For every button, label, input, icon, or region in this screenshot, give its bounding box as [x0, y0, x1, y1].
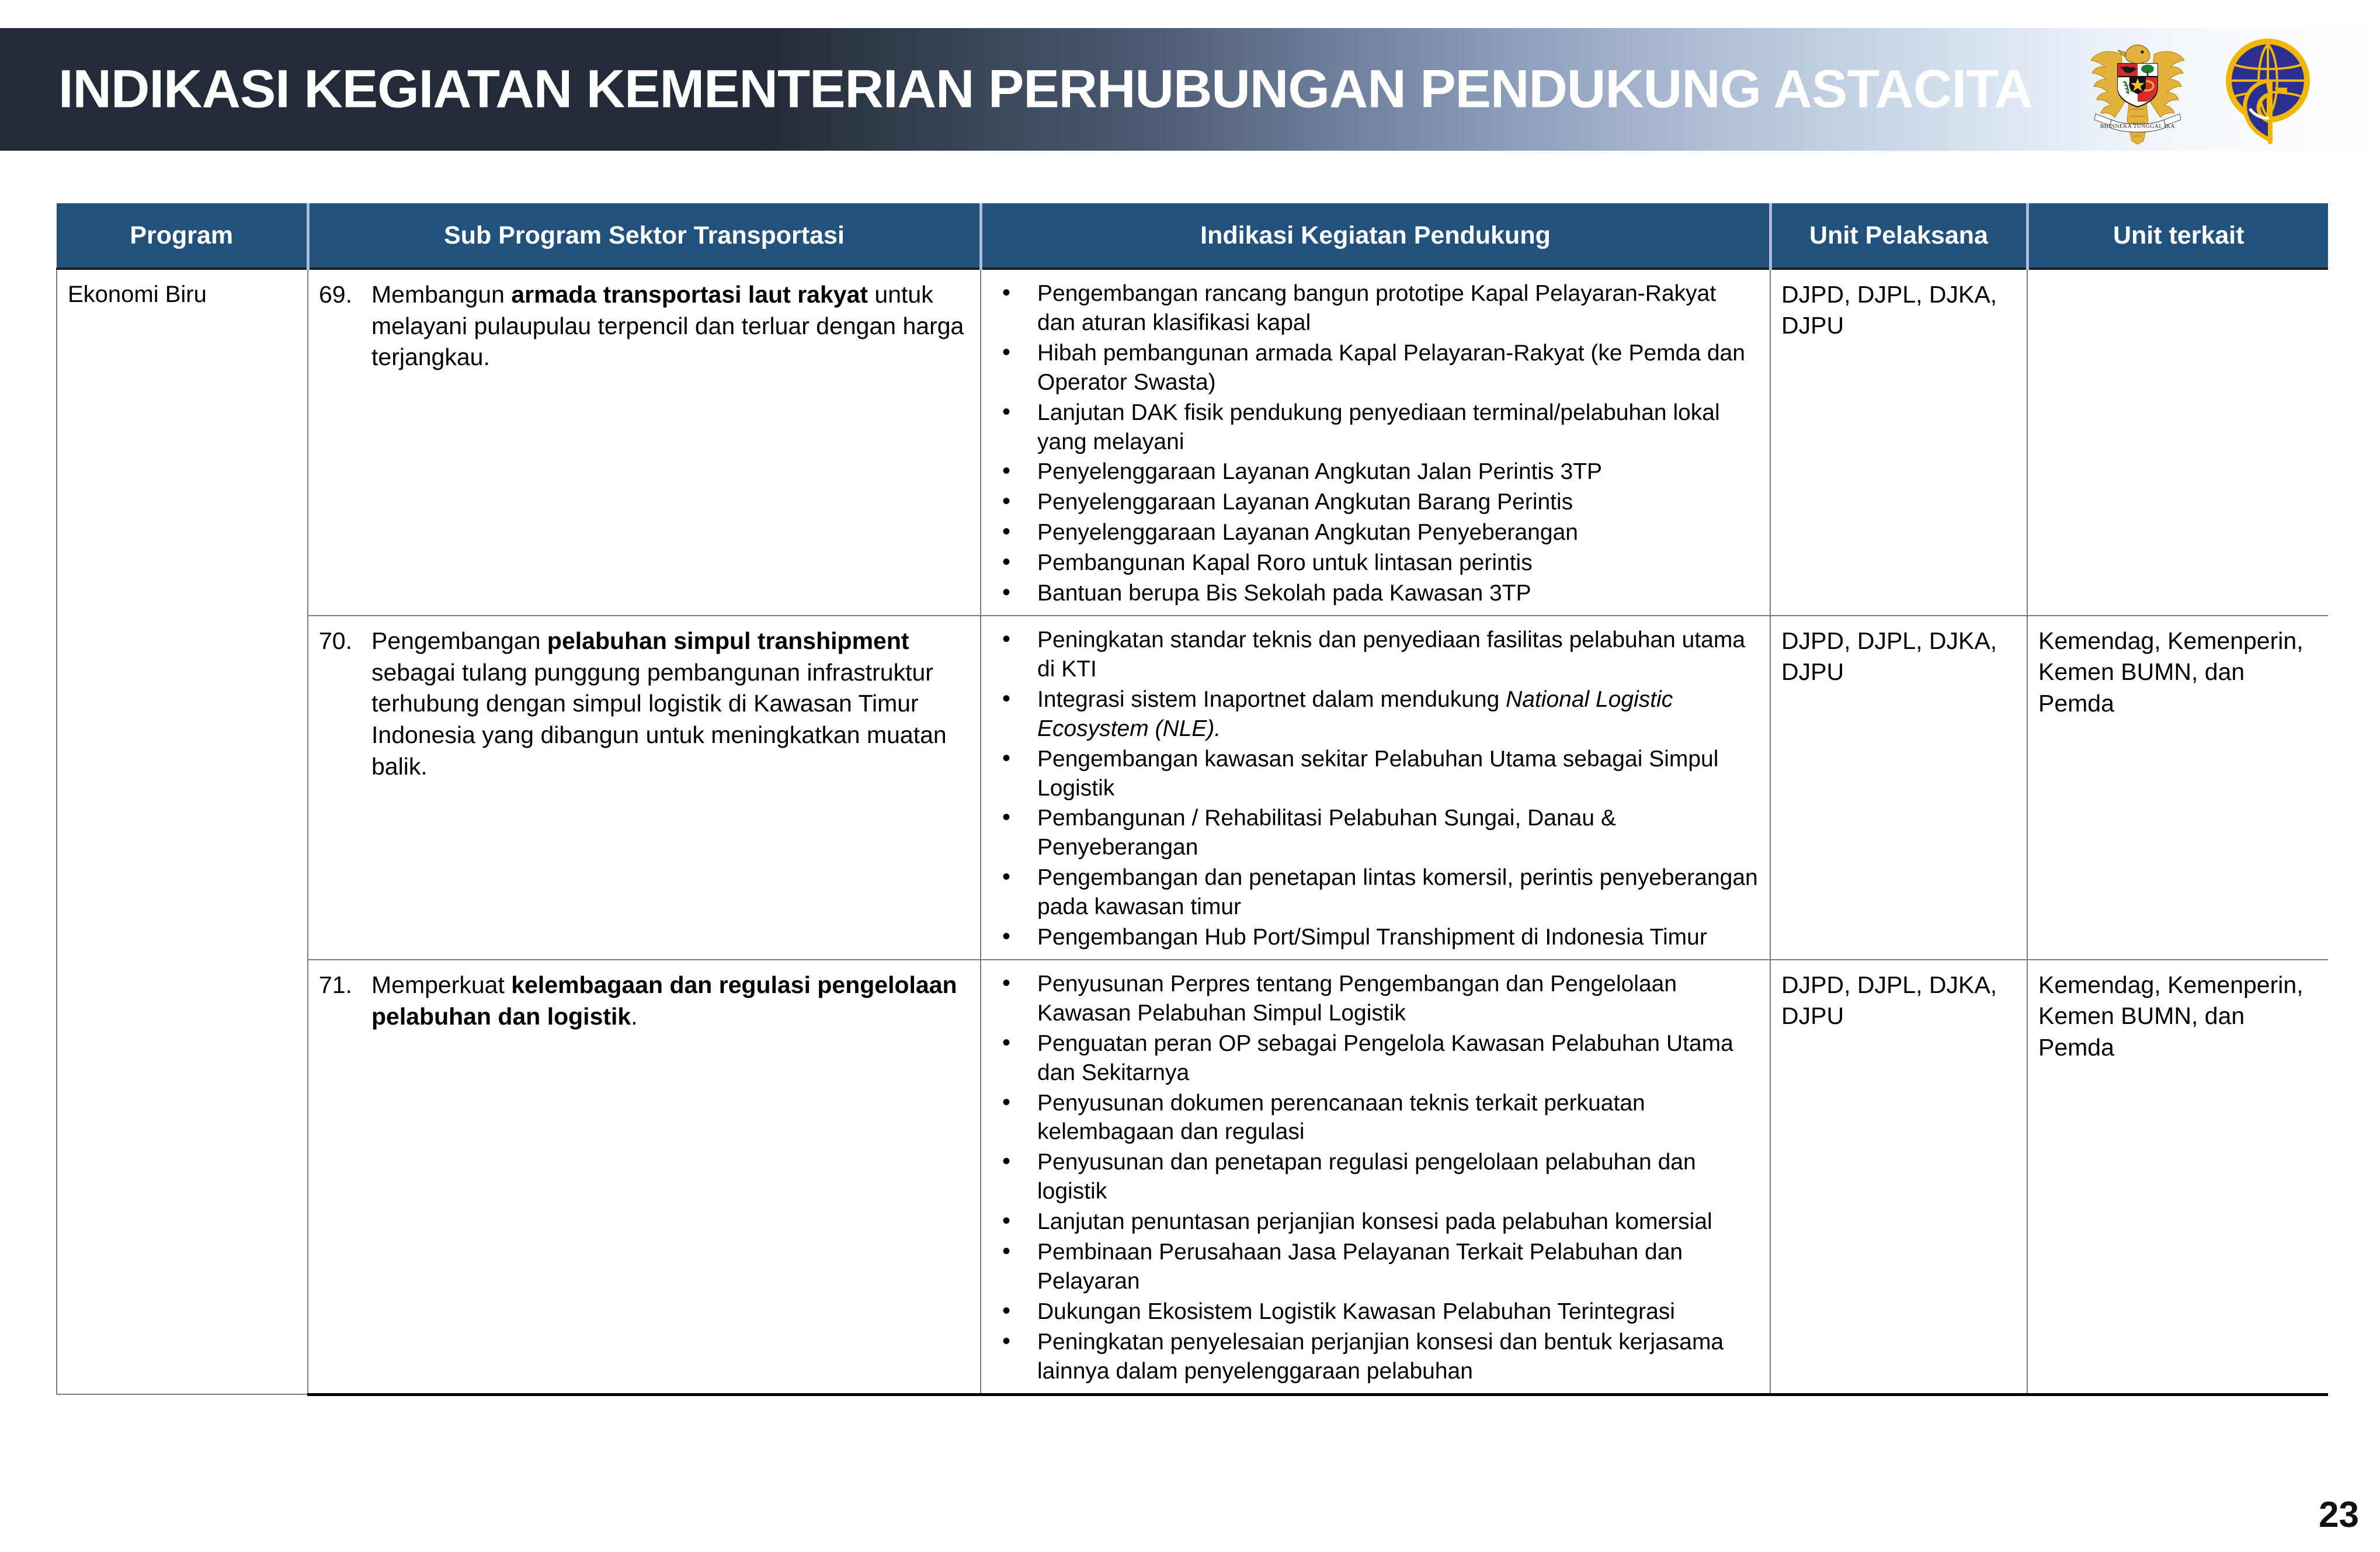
- table-header: [57, 203, 2328, 269]
- list-item: • Peningkatan penyelesaian perjanjian konsesi dan bentuk kerjasama lainnya dalam penyelenggaraan pelabuhan: [992, 1328, 1759, 1386]
- list-item: • Penguatan peran OP sebagai Pengelola Kawasan Pelabuhan Utama dan Sekitarnya: [992, 1029, 1759, 1088]
- unit-terkait-text: Kemendag, Kemenperin, Kemen BUMN, dan Pemda: [2038, 627, 2303, 717]
- list-item: • Bantuan berupa Bis Sekolah pada Kawasan 3TP: [992, 579, 1759, 608]
- bullet-list: [992, 970, 1759, 1386]
- list-item: • Hibah pembangunan armada Kapal Pelayaran-Rakyat (ke Pemda dan Operator Swasta): [992, 339, 1759, 397]
- item-number: 71.: [319, 971, 352, 998]
- kemenhub-globe-icon: [2214, 34, 2325, 145]
- unit-pelaksana-text: DJPD, DJPL, DJKA, DJPU: [1781, 627, 1997, 686]
- table-header-row: [57, 203, 2328, 269]
- list-item: • Pembangunan Kapal Roro untuk lintasan perintis: [992, 548, 1759, 578]
- cell-unit-pelaksana: [1770, 960, 2027, 1394]
- cell-sub-program: [308, 616, 981, 960]
- unit-pelaksana-text: DJPD, DJPL, DJKA, DJPU: [1781, 971, 1997, 1030]
- sub-program-item: [319, 279, 970, 373]
- item-text: [371, 279, 970, 373]
- item-text-bold: armada transportasi laut rakyat: [511, 281, 868, 308]
- cell-program: [57, 269, 308, 1394]
- unit-pelaksana-text: DJPD, DJPL, DJKA, DJPU: [1781, 281, 1997, 339]
- item-text-bold: kelembagaan dan regulasi pengelolaan pelabuhan dan logistik: [371, 971, 957, 1030]
- item-number: 69.: [319, 281, 352, 308]
- list-item: • Penyelenggaraan Layanan Angkutan Jalan Perintis 3TP: [992, 457, 1759, 487]
- list-item: [992, 685, 1759, 744]
- table-row: [57, 960, 2328, 1394]
- unit-terkait-text: Kemendag, Kemenperin, Kemen BUMN, dan Pemda: [2038, 971, 2303, 1061]
- table-body: [57, 269, 2328, 1394]
- column-header-indikasi: Indikasi Kegiatan Pendukung: [981, 203, 1770, 269]
- cell-sub-program: [308, 269, 981, 616]
- list-item: • Penyelenggaraan Layanan Angkutan Barang Perintis: [992, 488, 1759, 517]
- bullet-list: [992, 279, 1759, 608]
- sub-program-item: [319, 970, 970, 1032]
- cell-indikasi: [981, 960, 1770, 1394]
- item-text-pre: Membangun: [371, 281, 512, 308]
- cell-unit-pelaksana: [1770, 269, 2027, 616]
- column-header-program: Program: [57, 203, 308, 269]
- table-row: [57, 616, 2328, 960]
- column-header-sub-program: Sub Program Sektor Transportasi: [308, 203, 981, 269]
- cell-unit-terkait: [2027, 960, 2328, 1394]
- table-row: [57, 269, 2328, 616]
- list-item: • Pembinaan Perusahaan Jasa Pelayanan Terkait Pelabuhan dan Pelayaran: [992, 1238, 1759, 1296]
- list-item: • Pembangunan / Rehabilitasi Pelabuhan Sungai, Danau & Penyeberangan: [992, 804, 1759, 862]
- cell-unit-pelaksana: [1770, 616, 2027, 960]
- column-header-unit-terkait: Unit terkait: [2027, 203, 2328, 269]
- item-text-post: sebagai tulang punggung pembangunan infrastruktur terhubung dengan simpul logistik di Kawasan Timur Indonesia yang dibangun untuk meningkatkan muatan balik.: [371, 658, 947, 780]
- activities-table: [56, 203, 2328, 1396]
- item-text-post: .: [631, 1002, 638, 1030]
- list-item: • Penyusunan Perpres tentang Pengembangan dan Pengelolaan Kawasan Pelabuhan Simpul Logistik: [992, 970, 1759, 1028]
- list-item: • Pengembangan kawasan sekitar Pelabuhan Utama sebagai Simpul Logistik: [992, 745, 1759, 803]
- cell-unit-terkait: [2027, 269, 2328, 616]
- cell-sub-program: [308, 960, 981, 1394]
- list-item: • Lanjutan penuntasan perjanjian konsesi pada pelabuhan komersial: [992, 1207, 1759, 1237]
- sub-program-item: [319, 626, 970, 783]
- cell-unit-terkait: [2027, 616, 2328, 960]
- page-title: INDIKASI KEGIATAN KEMENTERIAN PERHUBUNGAN PENDUKUNG ASTACITA: [58, 59, 2032, 119]
- cell-indikasi: [981, 616, 1770, 960]
- garuda-pancasila-emblem-icon: [2079, 32, 2196, 146]
- list-item: • Peningkatan standar teknis dan penyediaan fasilitas pelabuhan utama di KTI: [992, 626, 1759, 684]
- item-text-pre: Memperkuat: [371, 971, 512, 998]
- list-item-plain: Integrasi sistem Inaportnet dalam mendukung: [1037, 686, 1506, 712]
- list-item: • Penyusunan dan penetapan regulasi pengelolaan pelabuhan dan logistik: [992, 1148, 1759, 1206]
- list-item: • Lanjutan DAK fisik pendukung penyediaan terminal/pelabuhan lokal yang melayani: [992, 398, 1759, 457]
- cell-indikasi: [981, 269, 1770, 616]
- column-header-unit-pelaksana: Unit Pelaksana: [1770, 203, 2027, 269]
- item-text: [371, 970, 970, 1032]
- list-item: • Pengembangan dan penetapan lintas komersil, perintis penyeberangan pada kawasan timur: [992, 863, 1759, 922]
- page-number: 23: [2319, 1495, 2359, 1535]
- bullet-list: [992, 626, 1759, 952]
- list-item: • Pengembangan rancang bangun prototipe Kapal Pelayaran-Rakyat dan aturan klasifikasi kapal: [992, 279, 1759, 338]
- item-text-post: untuk melayani pulaupulau terpencil dan terluar dengan harga terjangkau.: [371, 281, 964, 371]
- list-item: • Penyusunan dokumen perencanaan teknis terkait perkuatan kelembagaan dan regulasi: [992, 1089, 1759, 1147]
- item-text-bold: pelabuhan simpul transhipment: [547, 627, 909, 654]
- list-item: • Pengembangan Hub Port/Simpul Transhipment di Indonesia Timur: [992, 923, 1759, 952]
- title-bar: [0, 28, 2380, 151]
- svg-text:BHINNEKA TUNGGAL IKA: BHINNEKA TUNGGAL IKA: [2100, 124, 2176, 130]
- activities-table-wrapper: [56, 203, 2328, 1541]
- list-item: • Dukungan Ekosistem Logistik Kawasan Pelabuhan Terintegrasi: [992, 1297, 1759, 1327]
- item-text-pre: Pengembangan: [371, 627, 547, 654]
- program-label: Ekonomi Biru: [68, 282, 207, 307]
- list-item: • Penyelenggaraan Layanan Angkutan Penyeberangan: [992, 518, 1759, 547]
- item-number: 70.: [319, 627, 352, 654]
- item-text: [371, 626, 970, 783]
- list-item-italic: National Logistic Ecosystem (NLE).: [1037, 686, 1673, 741]
